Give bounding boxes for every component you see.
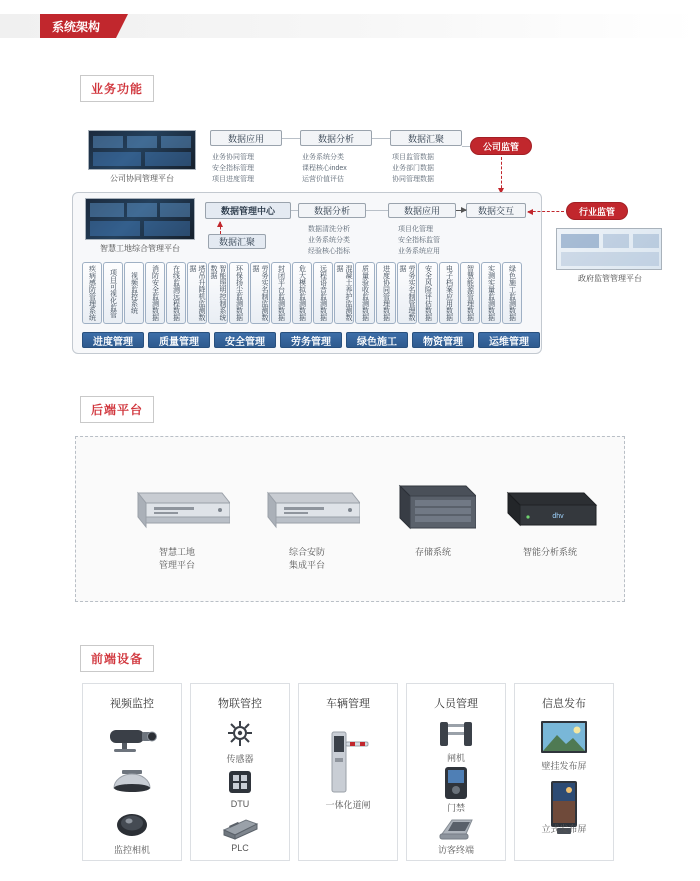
caption-storage-server: 存储系统 <box>414 547 451 557</box>
arrow-company-to-platform <box>501 157 502 193</box>
connector-mid-2 <box>366 210 388 211</box>
bullet-camera-icon <box>100 722 164 761</box>
caption-plc: PLC <box>231 843 249 853</box>
wall-display-icon <box>540 720 588 759</box>
fisheye-camera-icon <box>112 812 152 843</box>
chip-12: 混凝土养护监测数据 <box>334 262 354 324</box>
connector-mid-1 <box>291 210 298 211</box>
caption-dtu: DTU <box>230 799 250 809</box>
mgmt-bar-safety[interactable]: 安全管理 <box>214 332 276 348</box>
caption-sensor: 传感器 <box>226 754 254 764</box>
section-label-backend <box>80 396 154 423</box>
chip-13: 质量验收监测数据 <box>355 262 375 324</box>
mgmt-bar-quality[interactable]: 质量管理 <box>148 332 210 348</box>
device-analysis-server <box>500 487 600 529</box>
chip-0: 疾病感防管理系统 <box>82 262 102 324</box>
section-label-slash <box>146 75 162 102</box>
frontend-title-vehicle: 车辆管理 <box>326 698 370 710</box>
flow-box-data-application-mid: 数据应用 <box>388 203 456 218</box>
mgmt-bar-labor[interactable]: 劳务管理 <box>280 332 342 348</box>
chip-18: 智慧能源管理数据 <box>460 262 480 324</box>
caption-surveillance-camera: 监控相机 <box>113 845 150 855</box>
connector-top-3 <box>462 146 470 147</box>
section-label-slash-backend <box>146 396 162 423</box>
badge-company-supervision: 公司监管 <box>470 137 532 155</box>
turnstile-icon <box>438 718 474 753</box>
access-control-icon <box>443 766 469 805</box>
screenshot-smart-site-platform <box>85 198 195 240</box>
arrow-aggregation-to-center <box>220 222 221 234</box>
caption-smart-site-server: 智慧工地 管理平台 <box>158 547 195 570</box>
chip-16: 安全风险评估数据 <box>418 262 438 324</box>
frontend-title-info: 信息发布 <box>542 698 586 710</box>
mgmt-bar-operations[interactable]: 运维管理 <box>478 332 540 348</box>
caption-analysis-server: 智能分析系统 <box>522 547 577 557</box>
chip-4: 在线监测远程数据 <box>166 262 186 324</box>
chip-20: 绿色施工监测数据 <box>502 262 522 324</box>
section-label-backend-text: 后端平台 <box>91 403 144 417</box>
arrow-exchange-to-industry <box>528 211 564 212</box>
connector-top-1 <box>282 138 300 139</box>
frontend-title-personnel: 人员管理 <box>434 698 478 710</box>
plc-icon <box>220 814 260 845</box>
caption-standing-display: 立式发布屏 <box>541 824 587 834</box>
badge-industry-supervision: 行业监管 <box>566 202 628 220</box>
caption-smart-site-platform: 智慧工地综合管理平台 <box>100 244 180 253</box>
device-security-server <box>254 487 360 531</box>
notes-mid-right: 项目化管理 安全指标监管 业务系统应用 <box>398 226 440 255</box>
flow-box-data-aggregation-top: 数据汇聚 <box>390 130 462 146</box>
notes-data-application-top: 业务协同管理 安全指标管理 项目进度管理 <box>212 154 254 183</box>
chip-3: 消防安全监测数据 <box>145 262 165 324</box>
chip-6: 智能照明控制系统数据 <box>208 262 228 324</box>
caption-barrier-gate: 一体化道闸 <box>325 800 371 810</box>
page-title: 系统架构 <box>40 14 116 38</box>
device-storage-server <box>390 482 476 534</box>
chip-7: 环保扬尘监测数据 <box>229 262 249 324</box>
chip-2: 视频监控系统 <box>124 262 144 324</box>
flow-box-data-analysis-top: 数据分析 <box>300 130 372 146</box>
section-label-frontend-text: 前端设备 <box>91 652 144 666</box>
chip-14: 进度协同管理数据 <box>376 262 396 324</box>
section-label-business <box>80 75 154 102</box>
flow-box-data-exchange: 数据交互 <box>466 203 526 218</box>
dome-camera-icon <box>108 768 156 801</box>
chip-8: 劳务实名制监测数据 <box>250 262 270 324</box>
section-label-frontend <box>80 645 154 672</box>
device-smart-site-server <box>124 487 230 531</box>
flow-box-data-analysis-mid: 数据分析 <box>298 203 366 218</box>
mgmt-bar-green[interactable]: 绿色施工 <box>346 332 408 348</box>
dtu-icon <box>226 768 254 801</box>
caption-visitor-terminal: 访客终端 <box>437 845 474 855</box>
chip-19: 实测实量监测数据 <box>481 262 501 324</box>
chip-10: 危大模拟监测数据 <box>292 262 312 324</box>
arrow-mid-to-exchange <box>456 210 466 211</box>
frontend-title-video: 视频监控 <box>110 698 154 710</box>
frontend-title-iot: 物联管控 <box>218 698 262 710</box>
notes-mid-left: 数据清洗分析 业务系统分类 经验核心指标 <box>308 226 350 255</box>
mgmt-bar-materials[interactable]: 物资管理 <box>412 332 474 348</box>
chip-17: 电子档案应用数据 <box>439 262 459 324</box>
connector-top-2 <box>372 138 390 139</box>
sensor-icon <box>224 720 256 755</box>
caption-company-platform: 公司协同管理平台 <box>110 174 174 183</box>
svg-text:dhv: dhv <box>552 513 564 520</box>
caption-turnstile: 闸机 <box>446 753 465 763</box>
chip-1: 项目可视化监管 <box>103 262 123 324</box>
notes-data-analysis-top: 业务系统分类 课程核心index 运营价值评估 <box>302 154 347 183</box>
flow-box-data-management-center: 数据管理中心 <box>205 202 291 219</box>
caption-security-server: 综合安防 集成平台 <box>288 547 325 570</box>
chip-9: 封闭平台监测数据 <box>271 262 291 324</box>
barrier-gate-icon <box>326 728 370 801</box>
screenshot-gov-platform <box>556 228 662 270</box>
caption-wall-display: 壁挂发布屏 <box>541 761 587 771</box>
section-label-business-text: 业务功能 <box>91 82 144 96</box>
chip-11: 远程语音监测数据 <box>313 262 333 324</box>
flow-box-data-aggregation-mid: 数据汇聚 <box>208 234 266 249</box>
caption-gov-platform: 政府监管管理平台 <box>578 274 642 283</box>
caption-access-control: 门禁 <box>446 803 465 813</box>
section-label-slash-frontend <box>146 645 162 672</box>
notes-data-aggregation-top: 项目监管数据 业务部门数据 协同管理数据 <box>392 154 434 183</box>
chip-15: 劳务实名制管理数据 <box>397 262 417 324</box>
mgmt-bar-progress[interactable]: 进度管理 <box>82 332 144 348</box>
screenshot-company-platform <box>88 130 196 170</box>
flow-box-data-application-top: 数据应用 <box>210 130 282 146</box>
chip-5: 塔吊升降机监测数据 <box>187 262 207 324</box>
